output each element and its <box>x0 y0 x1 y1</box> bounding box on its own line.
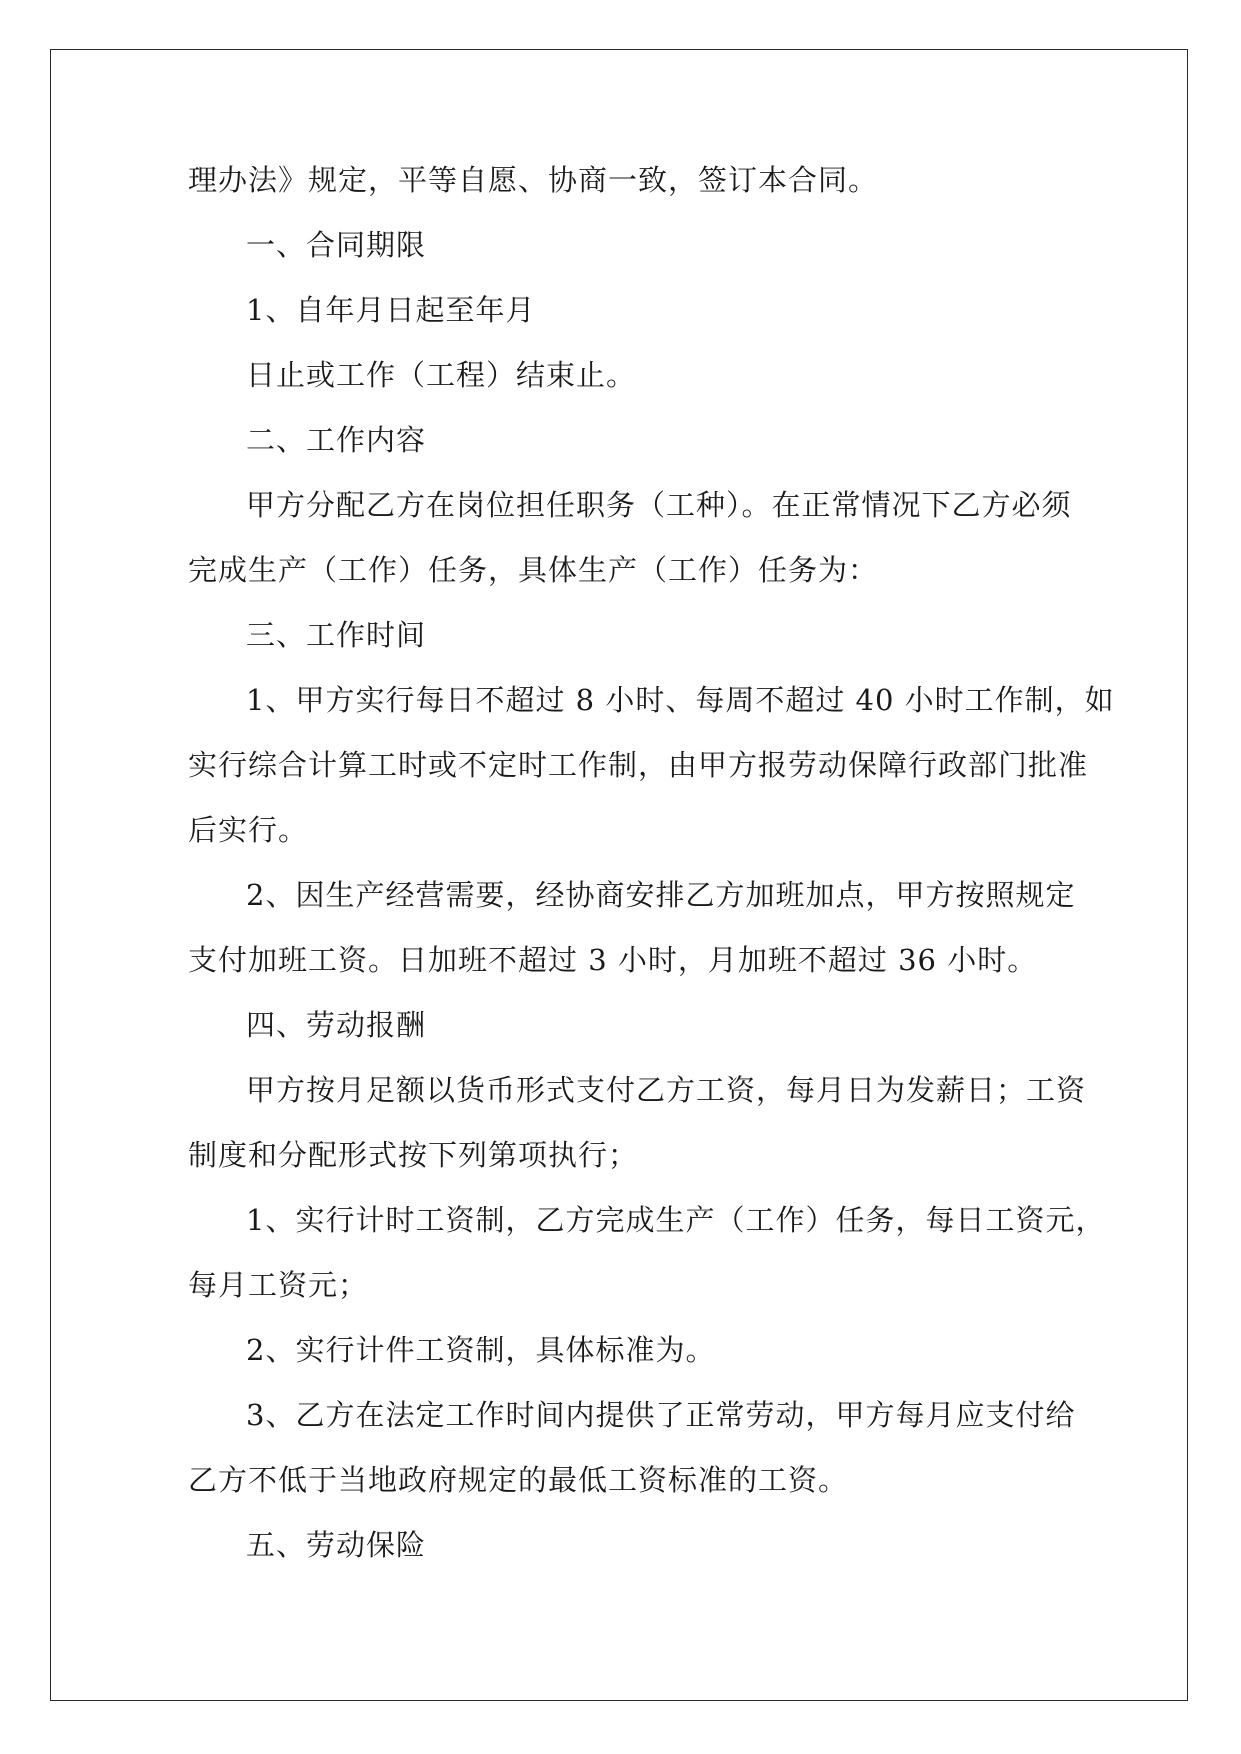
section-heading-work-hours: 三、工作时间 <box>246 618 427 652</box>
text-line-overtime-rule: 2、因生产经营需要，经协商安排乙方加班加点，甲方按照规定 <box>246 878 1076 912</box>
text-line-minimum-wage-cont: 乙方不低于当地政府规定的最低工资标准的工资。 <box>188 1463 849 1497</box>
section-heading-labor-insurance: 五、劳动保险 <box>246 1528 427 1562</box>
document-body <box>188 160 1115 1590</box>
section-heading-contract-term: 一、合同期限 <box>246 228 427 262</box>
text-line-term-start: 1、自年月日起至年月 <box>246 293 536 327</box>
text-line-continuation: 理办法》规定，平等自愿、协商一致，签订本合同。 <box>188 163 879 197</box>
text-line-time-wage: 1、实行计时工资制，乙方完成生产（工作）任务，每日工资元， <box>246 1203 1106 1237</box>
text-line-minimum-wage: 3、乙方在法定工作时间内提供了正常劳动，甲方每月应支付给 <box>246 1398 1076 1432</box>
text-line-hours-rule-1-end: 后实行。 <box>188 813 309 847</box>
text-line-work-assignment: 甲方分配乙方在岗位担任职务（工种）。在正常情况下乙方必须 <box>246 488 1072 522</box>
text-line-payment: 甲方按月足额以货币形式支付乙方工资，每月日为发薪日；工资 <box>246 1073 1087 1107</box>
text-line-work-tasks: 完成生产（工作）任务，具体生产（工作）任务为： <box>188 553 879 587</box>
text-line-overtime-limits: 支付加班工资。日加班不超过 3 小时，月加班不超过 36 小时。 <box>188 943 1038 977</box>
section-heading-work-content: 二、工作内容 <box>246 423 427 457</box>
text-line-time-wage-cont: 每月工资元； <box>188 1268 369 1302</box>
text-line-term-end: 日止或工作（工程）结束止。 <box>246 358 637 392</box>
text-line-hours-rule-1: 1、甲方实行每日不超过 8 小时、每周不超过 40 小时工作制，如 <box>246 683 1115 717</box>
text-line-payment-cont: 制度和分配形式按下列第项执行； <box>188 1138 639 1172</box>
text-line-hours-rule-1-cont: 实行综合计算工时或不定时工作制，由甲方报劳动保障行政部门批准 <box>188 748 1089 782</box>
text-line-piece-wage: 2、实行计件工资制，具体标准为。 <box>246 1333 716 1367</box>
section-heading-remuneration: 四、劳动报酬 <box>246 1008 427 1042</box>
